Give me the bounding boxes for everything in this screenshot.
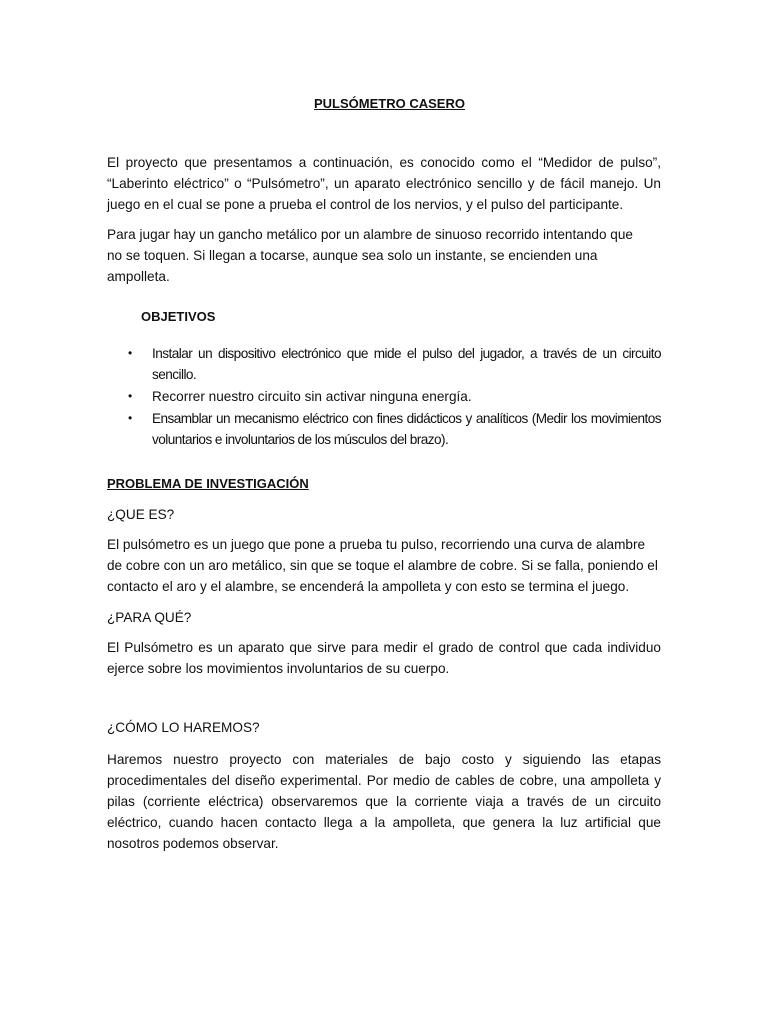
list-item xyxy=(107,386,661,407)
problema-heading: PROBLEMA DE INVESTIGACIÓN xyxy=(107,476,309,491)
para-que-answer: El Pulsómetro es un aparato que sirve para medir el grado de control que cada individuo ejerce sobre los movimientos involuntarios de su cuerpo. xyxy=(107,640,661,676)
que-es-answer: El pulsómetro es un juego que pone a prueba tu pulso, recorriendo una curva de alambre de cobre con un aro metálico, sin que se toque el alambre de cobre. Si se falla, poniendo el contacto el aro y el alambre, se encenderá la ampolleta y con esto se termina el juego. xyxy=(107,537,658,594)
bullet-icon: • xyxy=(128,389,133,403)
bullet-icon: • xyxy=(128,346,132,360)
objetivo-text-1: Instalar un dispositivo electrónico que mide el pulso del jugador, a través de un circuito sencillo. xyxy=(152,346,661,382)
list-item xyxy=(107,343,661,385)
intro-paragraph-2-line-2: no se toquen. Si llegan a tocarse, aunque sea solo un instante, se encienden una xyxy=(107,248,598,263)
intro-paragraph-2-line-1: Para jugar hay un gancho metálico por un alambre de sinuoso recorrido intentando que xyxy=(107,227,633,242)
intro-paragraph-2 xyxy=(107,224,661,287)
objetivo-text-2: Recorrer nuestro circuito sin activar ninguna energía. xyxy=(152,389,472,404)
objetivos-list xyxy=(107,343,661,451)
list-item xyxy=(107,408,661,450)
objetivos-heading: OBJETIVOS xyxy=(141,309,216,324)
para-que-question: ¿PARA QUÉ? xyxy=(107,610,192,625)
intro-paragraph-1: El proyecto que presentamos a continuación, es conocido como el “Medidor de pulso”, “Laberinto eléctrico” o “Pulsómetro”, un aparato electrónico sencillo y de fácil manejo. Un juego en el cual se pone a prueba el control de los nervios, y el pulso del participante. xyxy=(107,155,661,212)
bullet-icon: • xyxy=(128,411,132,425)
como-answer: Haremos nuestro proyecto con materiales de bajo costo y siguiendo las etapas procedimentales del diseño experimental. Por medio de cables de cobre, una ampolleta y pilas (corriente eléctrica) observaremos que la corriente viaja a través de un circuito eléctrico, cuando hacen contacto llega a la ampolleta, que genera la luz artificial que nosotros podemos observar. xyxy=(107,752,661,851)
como-question: ¿CÓMO LO HAREMOS? xyxy=(107,720,260,735)
que-es-question: ¿QUE ES? xyxy=(107,507,175,522)
document-title: PULSÓMETRO CASERO xyxy=(314,96,465,111)
intro-paragraph-2-line-3: ampolleta. xyxy=(107,269,170,284)
objetivo-text-3: Ensamblar un mecanismo eléctrico con fines didácticos y analíticos (Medir los movimientos voluntarios e involuntarios de los músculos del brazo). xyxy=(152,411,661,447)
